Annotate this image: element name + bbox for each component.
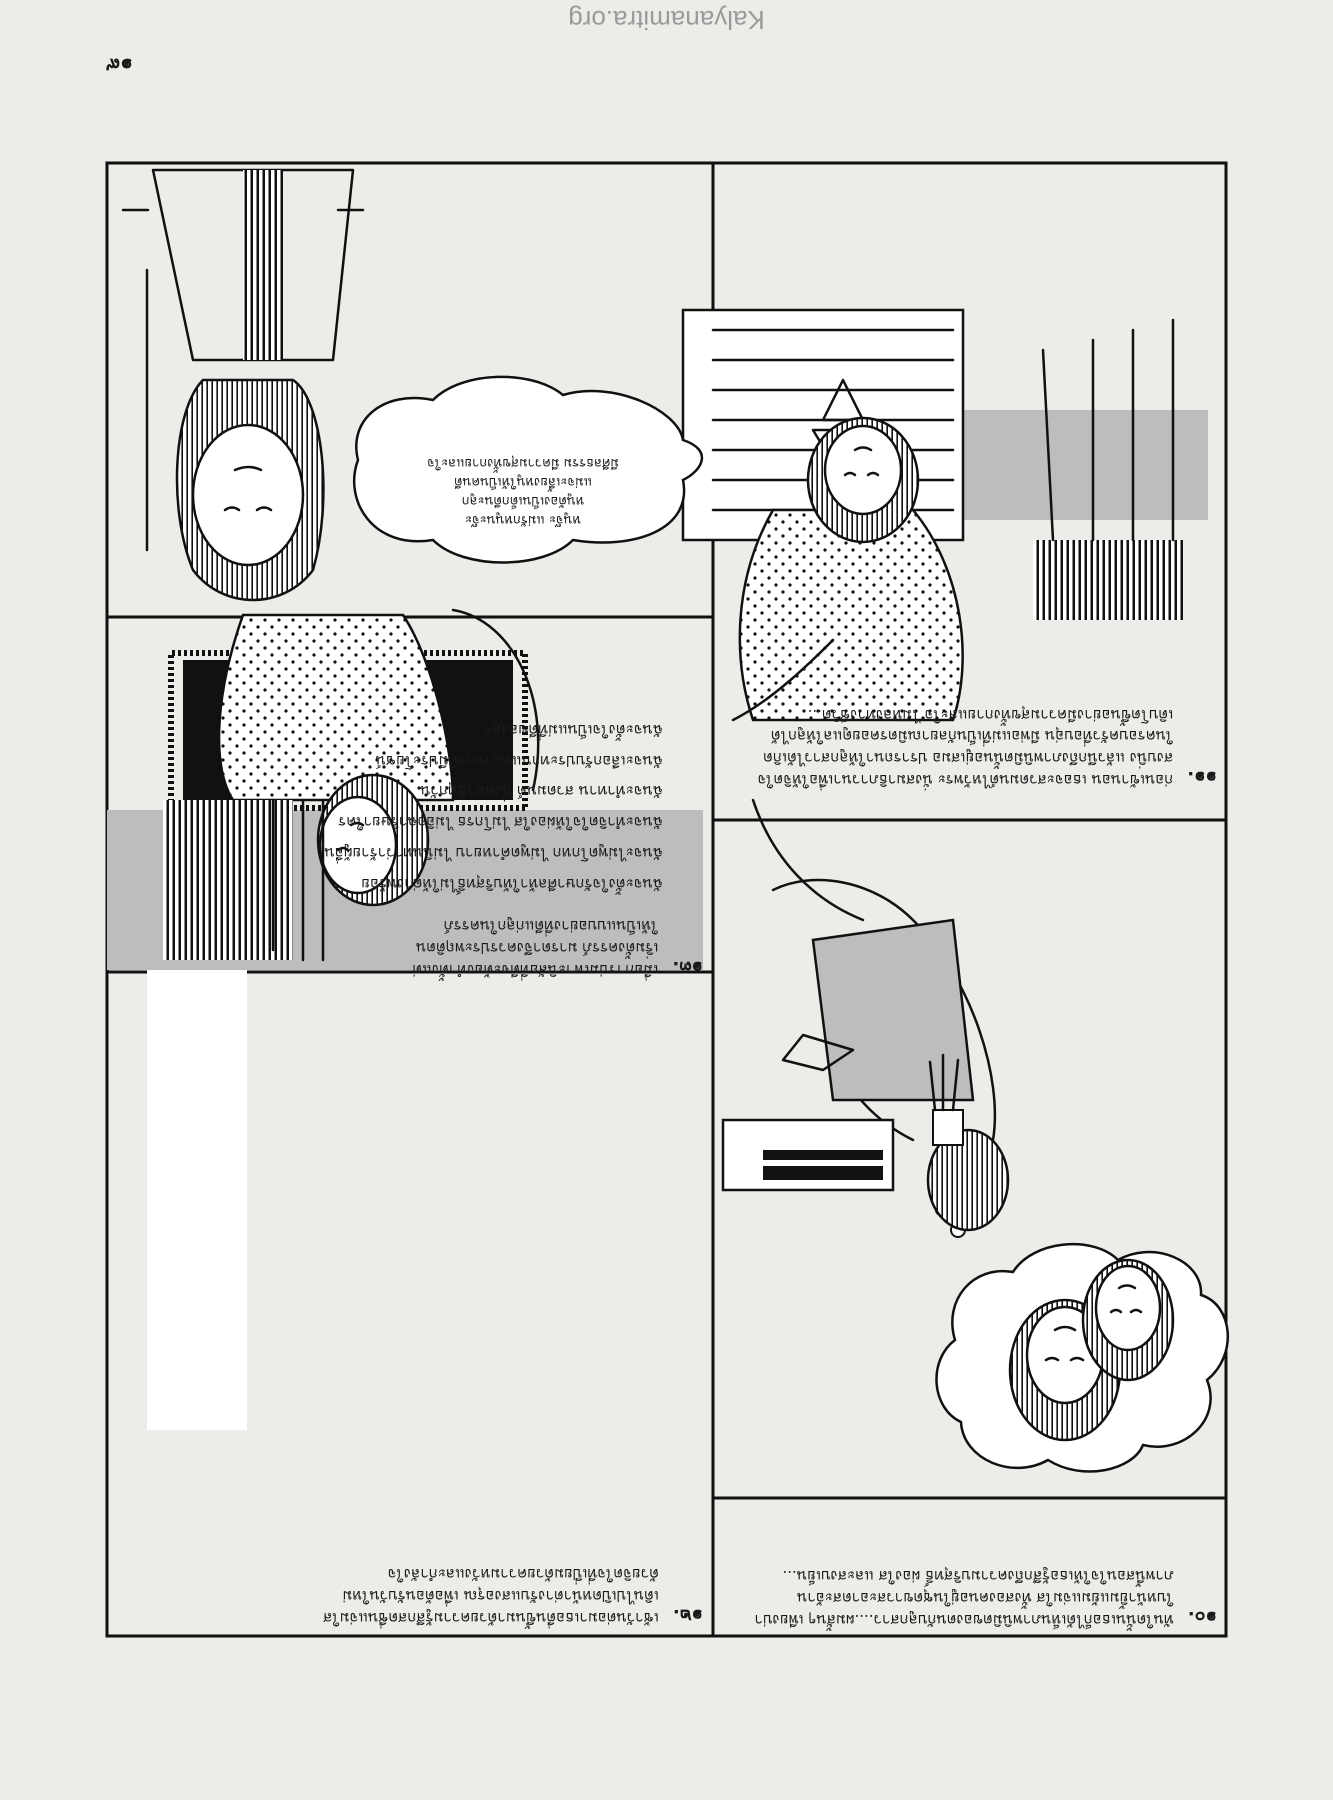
panel-13-item: ฉันจะตั้งใจรักษาศีลห้าให้บริสุทธิ์ไม่ให้ด่างพร้อย — [361, 874, 663, 893]
panel-12-number: ๑๒. — [672, 1605, 703, 1626]
panel-10-line: ภาพนี้สอนใจให้เธอรู้สึกถึงความบริสุทธิ์ ผ่องใส และสงบเย็น... — [782, 1567, 1174, 1586]
panel-13-item: ฉันจะไม่พูดโกหก ไม่พูดคำหยาบ ไม่นินทาว่าร้ายผู้อื่น — [324, 844, 663, 862]
panel-12-illustration — [683, 310, 1208, 720]
panel-11-number: ๑๑. — [1187, 767, 1217, 788]
panel-11-line: ในครอบครัวที่อบอุ่น มีพ่อแม่ที่เป็นกัลยาณมิตรคอยดูแลให้ลูกได้ — [770, 727, 1174, 746]
panel-12-caption — [123, 1563, 703, 1628]
panel-10-line: ใบหน้ายิ้มแย้มแจ่มใส ทั้งสองคนอยู่ในชุดขาวสะอาดสะอ้าน — [797, 1589, 1174, 1608]
panel-11-caption — [717, 703, 1217, 790]
panel-13-item: ฉันจะทำทาน สวดมนต์ นั่งสมาธิทุกวัน — [420, 782, 663, 801]
bubble-line: หนูต้องเป็นเด็กดีนะลูก — [461, 493, 585, 509]
panel-13-intro-line: เริ่มตั้งครรภ์ มารดาจึงควรประพฤติตน — [415, 939, 659, 958]
panel-13-item: ฉันจะทำจิตใจให้ผ่องใส ไม่โกรธ ไม่อิจฉาริษยาใคร — [338, 813, 663, 832]
panel-13-item: ฉันจะเลือกรับประทานแต่อาหารที่มีประโยชน์ — [375, 751, 663, 770]
panel-13-speech-bubble — [373, 453, 673, 528]
panel-10-number: ๑๐. — [1187, 1607, 1217, 1628]
panel-13-number: ๑๓. — [672, 957, 703, 978]
panel-13-caption — [123, 714, 703, 980]
panel-12-line: ด้วยจิตใจที่เปี่ยมด้วยความหวังและกำลังใจ — [387, 1565, 659, 1584]
panel-10-caption — [717, 1565, 1217, 1630]
panel-12-line: เช้าวันต่อมาเธอตื่นขึ้นมาด้วยความรู้สึกสดชื่นแจ่มใส — [323, 1609, 659, 1627]
watermark: Kalyanamitra.org — [568, 5, 765, 35]
panel-11-line: ก่อนเข้านอน เธอจะสวดมนต์ไหว้พระ นั่งสมาธิภาวนาเพื่อให้จิตใจ — [757, 771, 1174, 789]
panel-13-item: ฉันจะตั้งใจเป็นแม่ที่ดีของลูก — [483, 721, 663, 739]
panel-10-line: ทันใดนั้นเธอก็ได้เห็นภาพนิมิตของตนกับลูกสาว....ผมสั้นๆ เพียงบ่า — [754, 1611, 1174, 1629]
panel-13-intro-line: ให้เป็นแบบอย่างที่ดีแก่ลูกในครรภ์ — [443, 917, 659, 936]
bubble-line: แม่จะเลี้ยงหนูให้เป็นคนดี — [454, 474, 592, 490]
panel-11-line: เติบโตขึ้นอย่างมีความสุขทั้งกายและใจ ไม่หลงทางชีวิต... — [807, 705, 1174, 724]
panel-11-line: สงบนิ่ง แล้วนึกถึงภาพนิมิตนั้นอยู่เสมอ ปรารถนาให้ลูกสาวได้เกิด — [763, 749, 1174, 768]
bubble-line: มีศีลธรรม มีความสุขทั้งกายและใจ — [427, 455, 619, 471]
panel-13-illustration — [123, 170, 702, 600]
panel-13-intro-line: เมื่อการบ่มเพาะนิสัยที่ดีจะต้องทำตั้งแต่ — [412, 961, 659, 979]
panel-12-line: เดินไปเปิดหน้าต่างรับแสงอรุณ เพื่อต้อนรับวันใหม่ — [342, 1587, 659, 1606]
bubble-line: หนูจ๊ะ แม่รักหนูนะจ๊ะ — [465, 512, 581, 527]
page-number: ๑๙ — [105, 54, 133, 78]
